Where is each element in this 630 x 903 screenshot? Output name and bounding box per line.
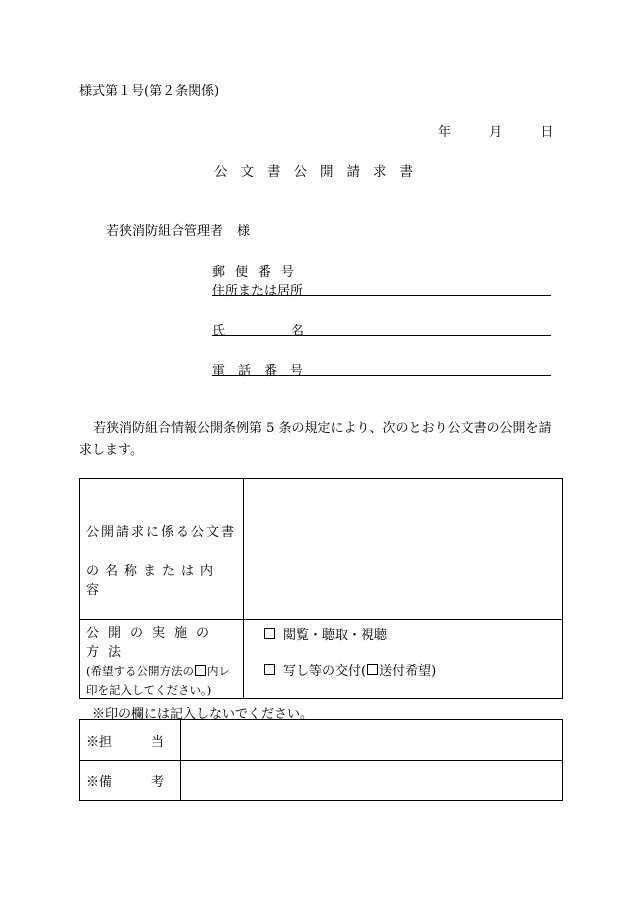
phone-label: 電話番号 [212,364,317,379]
day-label: 日 [540,125,554,140]
phone-field-line[interactable] [212,375,551,376]
option-copy-label-suffix: 送付希望) [379,664,437,679]
method-row [80,620,563,699]
postal-code-label: 郵便番号 [212,265,305,280]
address-field-line[interactable] [212,295,551,296]
name-label-first: 氏 [212,324,226,339]
remarks-label-cell [80,761,181,801]
checkbox-icon[interactable] [264,628,275,639]
postal-code-row [212,261,551,280]
remarks-label-a: ※備 [86,775,113,790]
month-label: 月 [489,125,503,140]
checkbox-icon[interactable] [264,664,275,675]
checkbox-icon[interactable] [367,664,378,675]
option-viewing-label: 閲覧・聴取・視聴 [283,628,388,643]
remarks-label-b: 考 [150,775,164,790]
request-table [79,478,563,699]
checkbox-icon [195,665,206,676]
name-field-line[interactable] [212,335,551,336]
method-hint-line2: 印を記入してください。) [86,683,212,697]
request-paragraph: 若狭消防組合情報公開条例第 5 条の規定により、次のとおり公文書の公開を請求します。 [79,421,552,458]
person-in-charge-row [80,720,563,761]
person-label-cell [80,720,181,761]
page-title: 公文書公開請求書 [214,164,426,180]
addressee-honorific: 様 [237,224,251,239]
person-label-b: 当 [150,734,164,750]
addressee-name: 若狭消防組合管理者 [106,224,224,239]
addressee [106,220,250,239]
name-label-second: 名 [291,324,305,339]
document-label-cell [80,479,244,620]
document-value-cell[interactable] [244,479,563,620]
method-options-cell [244,620,563,699]
year-label: 年 [438,125,452,140]
remarks-value-cell[interactable] [181,761,563,801]
option-copy[interactable] [264,660,562,679]
form-number: 様式第１号(第２条関係) [79,84,220,99]
office-use-table [79,719,563,801]
option-copy-label-prefix: 写し等の交付( [283,664,367,679]
method-label-cell [80,620,244,699]
office-note: ※印の欄には記入しないでください。 [92,707,314,722]
phone-row [212,360,551,379]
method-label: 公開の実施の方法 [86,626,219,660]
method-hint-line1: (希望する公開方法の 内レ [86,664,230,678]
remarks-row [80,761,563,801]
date-line [438,121,553,140]
name-row [212,320,551,339]
address-label: 住所または居所 [212,284,304,299]
person-value-cell[interactable] [181,720,563,761]
person-label-a: ※担 [86,734,113,750]
document-label-line2: の名称または内容 [86,564,220,598]
address-row [212,280,551,299]
document-label-line1: 公開請求に係る公文書 [86,525,237,540]
option-viewing[interactable] [264,624,562,643]
document-row [80,479,563,620]
